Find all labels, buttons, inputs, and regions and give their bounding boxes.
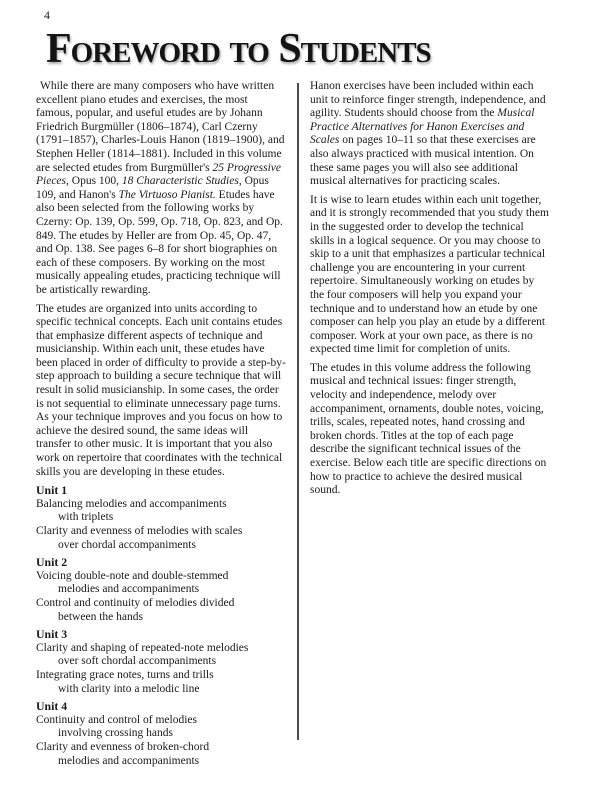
right-column xyxy=(310,80,550,762)
body-text: on pages 10–11 so that these exercises are also always practiced with musical intention. On these same pages you will also see additional musical alternatives for practicing scales. xyxy=(310,134,536,188)
paragraph xyxy=(36,80,286,298)
italic-text: Musical Practice Alternatives for Hanon Exercises and Scales xyxy=(310,107,535,147)
unit-skill-line: Integrating grace notes, turns and trills xyxy=(36,668,214,681)
unit-heading: Unit 3 xyxy=(36,627,68,642)
unit-skill-continuation: over soft chordal accompaniments xyxy=(58,655,217,668)
italic-text: 18 Characteristic Studies xyxy=(121,175,239,188)
body-text: Hanon exercises have been included within each unit to reinforce finger strength, independence, and agility. Students should choose from the xyxy=(310,80,546,120)
unit-heading: Unit 4 xyxy=(36,699,68,714)
unit-skill-line: Balancing melodies and accompaniments xyxy=(36,497,227,510)
unit-heading: Unit 1 xyxy=(36,483,68,498)
page-title: Foreword to Students xyxy=(46,26,431,72)
italic-text: 25 Progressive Pieces xyxy=(36,161,282,188)
body-text: It is wise to learn etudes within each unit together, and it is strongly recommended that you study them in the suggested order to develop the technical skills in a logical sequence. Or you may choose to skip to a unit that emphasizes a particular technical challenge you are encountering in your current repertoire. Simultaneously working on etudes by the four composers will help you expand your technique and to understand how an etude by one composer can help you play an etude by a different composer. Work at your own pace, as there is no expected time limit for completion of units. xyxy=(310,193,549,356)
italic-text: The Virtuoso Pianist. xyxy=(118,188,216,201)
unit-heading: Unit 2 xyxy=(36,555,68,570)
paragraph xyxy=(310,80,550,189)
unit-skill-continuation: involving crossing hands xyxy=(58,727,173,740)
unit-skill-continuation: melodies and accompaniments xyxy=(58,754,200,767)
page-number: 4 xyxy=(44,8,50,22)
body-text: , Opus 100, xyxy=(66,175,122,188)
unit-skill-line: Control and continuity of melodies divided xyxy=(36,596,235,609)
unit-skill-continuation: with triplets xyxy=(58,511,114,524)
unit-skill-line: Clarity and evenness of melodies with scales xyxy=(36,525,243,537)
unit-skill-continuation: between the hands xyxy=(58,610,143,623)
two-column-layout xyxy=(36,80,550,767)
paragraph xyxy=(36,303,286,480)
body-text: , Opus 109, and Hanon's xyxy=(36,175,269,201)
body-text: While there are many composers who have written excellent piano etudes and exercises, the most famous, popular, and useful etudes are by Johann Friedrich Burgmüller (1806–1874), Carl Czerny (1791–1857), Charles-Louis Hanon (1819–1900), and Stephen Heller (1814–1881). Included in this volume are selected etudes from Burgmüller's xyxy=(36,80,285,174)
paragraph xyxy=(310,194,550,357)
column-divider xyxy=(297,83,299,740)
unit-skill-line: Clarity and shaping of repeated-note melodies xyxy=(36,641,249,654)
body-text: The etudes are organized into units according to specific technical concepts. Each unit contains etudes that emphasize different aspects of technique and musicianship. Within each unit, these etudes have been placed in order of difficulty to provide a step-by-step approach to building a secure technique that will result in solid musicianship. In some cases, the order is not sequential to eliminate unnecessary page turns. As your technique improves and you focus on how to achieve the desired sound, the same ideas will transfer to other music. It is important that you also work on repertoire that coordinates with the technical skills you are developing in these etudes. xyxy=(36,302,286,478)
unit-skill-continuation: with clarity into a melodic line xyxy=(58,682,200,695)
unit-skill-line: Voicing double-note and double-stemmed xyxy=(36,569,229,582)
unit-skill-line: Continuity and control of melodies xyxy=(36,713,197,726)
unit-skill-line: Clarity and evenness of broken-chord xyxy=(36,740,210,753)
body-text: The etudes in this volume address the following musical and technical issues: finger strength, velocity and independence, melody over accompaniment, ornaments, double notes, voicing, trills, scales, repeated notes, hand crossing and broken chords. Titles at the top of each page describe the significant technical issues of the exercise. Below each title are specific directions on how to practice to achieve the desired musical sound. xyxy=(310,361,547,497)
unit-skill-continuation: over chordal accompaniments xyxy=(58,538,196,551)
body-text: Etudes have also been selected from the following works by Czerny: Op. 139, Op. 599, Op. 718, Op. 823, and Op. 849. The etudes by Heller are from Op. 45, Op. 47, and Op. 138. See pages 6–8 for short biographies on each of these composers. By working on the most musically appealing etudes, practicing technique will be artistically rewarding. xyxy=(36,188,283,296)
unit-skill-continuation: melodies and accompaniments xyxy=(58,583,200,596)
left-column xyxy=(36,80,286,767)
paragraph xyxy=(310,362,550,498)
